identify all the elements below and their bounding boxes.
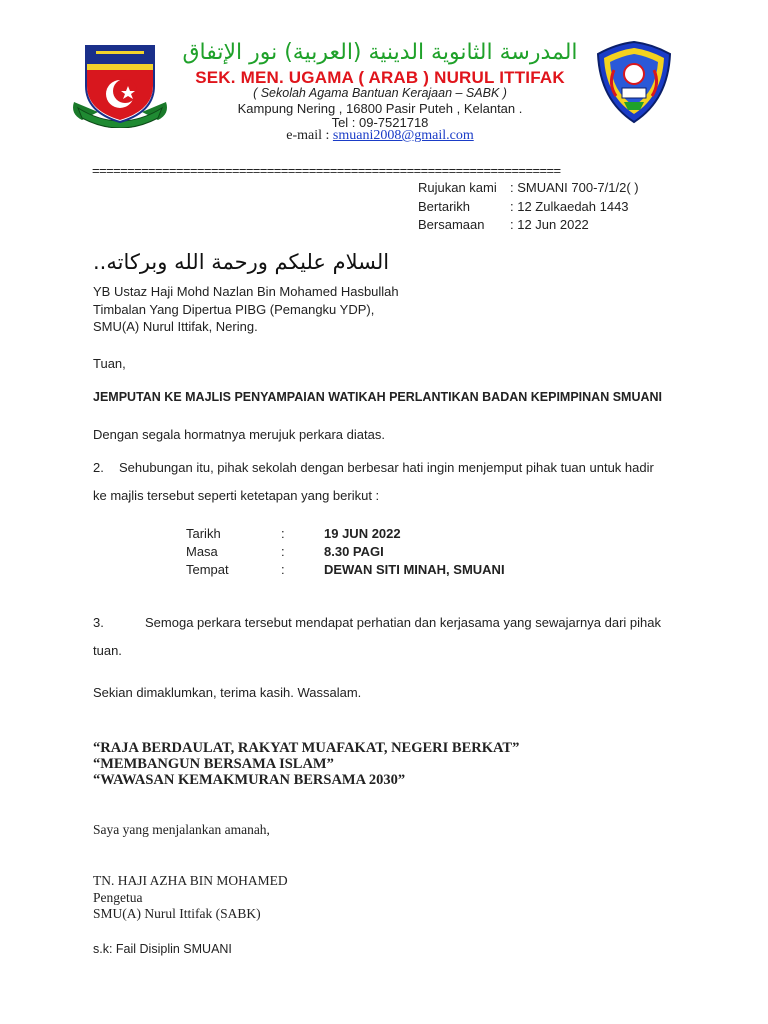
school-name: SEK. MEN. UGAMA ( ARAB ) NURUL ITTIFAK: [195, 68, 565, 87]
signature-organization: SMU(A) Nurul Ittifak (SABK): [93, 906, 261, 921]
event-masa-colon: :: [281, 544, 285, 559]
bertarikh-label: Bertarikh: [418, 199, 471, 214]
event-masa-label: Masa: [186, 544, 218, 559]
paragraph-1: Dengan segala hormatnya merujuk perkara diatas.: [93, 427, 385, 442]
school-emblem-icon: [594, 40, 674, 124]
event-tarikh-label: Tarikh: [186, 526, 221, 541]
slogan-2: “MEMBANGUN BERSAMA ISLAM”: [93, 756, 334, 772]
recipient-line-1: YB Ustaz Haji Mohd Nazlan Bin Mohamed Hasbullah: [93, 284, 399, 299]
signature-name: TN. HAJI AZHA BIN MOHAMED: [93, 873, 288, 888]
paragraph-3-line-2: tuan.: [93, 643, 122, 658]
paragraph-2-line-1: Sehubungan itu, pihak sekolah dengan berbesar hati ingin menjemput pihak tuan untuk hadir: [119, 460, 654, 475]
event-tempat-value: DEWAN SITI MINAH, SMUANI: [324, 562, 505, 577]
event-tarikh-colon: :: [281, 526, 285, 541]
signature-title: Pengetua: [93, 890, 143, 905]
reference-row-bertarikh: [418, 199, 629, 214]
bersamaan-value: : 12 Jun 2022: [510, 217, 589, 232]
paragraph-2-number: 2.: [93, 460, 104, 475]
school-address: Kampung Nering , 16800 Pasir Puteh , Kelantan .: [237, 101, 523, 116]
paragraph-3-line-1: Semoga perkara tersebut mendapat perhatian dan kerjasama yang sewajarnya dari pihak: [145, 615, 661, 630]
bertarikh-value: : 12 Zulkaedah 1443: [510, 199, 629, 214]
paragraph-3-number: 3.: [93, 615, 104, 630]
signature-amanah: Saya yang menjalankan amanah,: [93, 822, 270, 837]
event-tarikh-value: 19 JUN 2022: [324, 526, 401, 541]
event-tempat-label: Tempat: [186, 562, 229, 577]
closing-line: Sekian dimaklumkan, terima kasih. Wassalam.: [93, 685, 362, 700]
greeting: Tuan,: [93, 356, 126, 371]
school-subtitle: ( Sekolah Agama Bantuan Kerajaan – SABK ): [253, 86, 507, 100]
slogan-3: “WAWASAN KEMAKMURAN BERSAMA 2030”: [93, 772, 406, 788]
reference-row-bersamaan: [418, 217, 589, 232]
school-email-line: [170, 128, 590, 144]
carbon-copy: s.k: Fail Disiplin SMUANI: [93, 942, 232, 956]
recipient-line-2: Timbalan Yang Dipertua PIBG (Pemangku YDP),: [93, 302, 375, 317]
reference-row-rujukan: [418, 180, 639, 195]
rujukan-label: Rujukan kami: [418, 180, 497, 195]
email-label: e-mail :: [286, 128, 333, 143]
school-telephone: Tel : 09-7521718: [331, 115, 429, 130]
school-crest-icon: [68, 42, 172, 128]
letter-subject: JEMPUTAN KE MAJLIS PENYAMPAIAN WATIKAH PERLANTIKAN BADAN KEPIMPINAN SMUANI: [93, 390, 663, 404]
event-tempat-colon: :: [281, 562, 285, 577]
header-divider: ===================================================================: [92, 163, 561, 178]
event-masa-value: 8.30 PAGI: [324, 544, 384, 559]
recipient-line-3: SMU(A) Nurul Ittifak, Nering.: [93, 319, 258, 334]
paragraph-2-line-2: ke majlis tersebut seperti ketetapan yang berikut :: [93, 488, 380, 503]
slogan-1: “RAJA BERDAULAT, RAKYAT MUAFAKAT, NEGERI BERKAT”: [93, 740, 520, 756]
rujukan-value: : SMUANI 700-7/1/2( ): [510, 180, 639, 195]
arabic-school-name: المدرسة الثانوية الدينية (العربية) نور الإتفاق: [182, 40, 578, 65]
email-link[interactable]: smuani2008@gmail.com: [332, 128, 474, 143]
arabic-salutation: السلام عليكم ورحمة الله وبركاته..: [93, 250, 390, 274]
bersamaan-label: Bersamaan: [418, 217, 485, 232]
